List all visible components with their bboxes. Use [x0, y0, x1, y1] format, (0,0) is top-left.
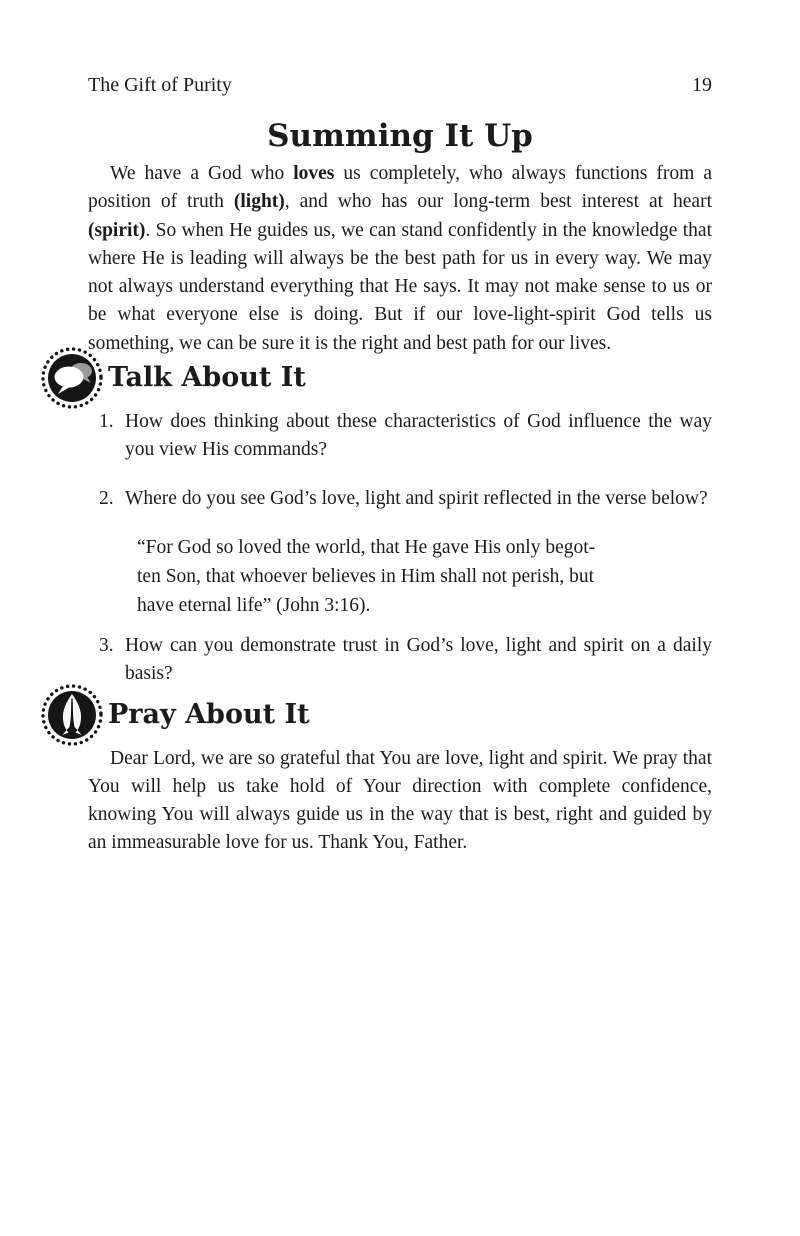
question-item-1	[88, 408, 712, 465]
question-number: 3.	[99, 634, 114, 656]
running-header	[88, 74, 712, 96]
question-text: How does thinking about these characteristics of God influence the way you view His commands?	[125, 411, 712, 461]
pray-section-title: Pray About It	[108, 698, 310, 730]
verse-line: “For God so loved the world, that He gave His only begot-	[137, 536, 596, 558]
question-number: 1.	[99, 411, 114, 433]
pray-section-heading	[88, 693, 712, 737]
question-number: 2.	[99, 487, 114, 509]
running-header-book-title: The Gift of Purity	[88, 74, 232, 96]
text-run: We have a God who	[110, 163, 294, 184]
question-text: How can you demonstrate trust in God’s love, light and spirit on a daily basis?	[125, 634, 712, 685]
verse-line: have eternal life” (John 3:16).	[137, 594, 371, 616]
intro-paragraph	[88, 160, 712, 358]
bold-keyword-light: (light)	[233, 191, 285, 213]
question-text: Where do you see God’s love, light and spirit reflected in the verse below?	[125, 487, 708, 509]
speech-bubbles-icon	[40, 346, 104, 410]
text-run: , and who has our long-term best interest at heart	[284, 191, 712, 213]
chapter-title: Summing It Up	[267, 118, 533, 154]
talk-section-heading	[88, 356, 712, 400]
text-run: us completely, who always functions from a position of truth	[88, 163, 712, 213]
question-item-3	[88, 632, 712, 689]
bold-keyword-spirit: (spirit)	[88, 219, 146, 241]
talk-section-title: Talk About It	[108, 362, 306, 394]
page-number: 19	[692, 74, 712, 96]
question-item-2	[88, 485, 712, 513]
verse-line: ten Son, that whoever believes in Him shall not perish, but	[137, 565, 595, 587]
bold-keyword-loves: loves	[293, 163, 335, 184]
text-run: . So when He guides us, we can stand confidently in the knowledge that where He is leading will always be the best path for us in every way. We may not always understand everything that He says. It may not make sense to us or be what everyone else is doing. But if our love-light-spirit God tells us something, we can be sure it is the right and best path for our lives.	[88, 219, 712, 354]
praying-hands-icon	[40, 683, 104, 747]
prayer-paragraph: Dear Lord, we are so grateful that You are love, light and spirit. We pray that You will help us take hold of Your direction with complete confidence, knowing You will always guide us in the way that is best, right and guided by an immeasurable love for us. Thank You, Father.	[88, 747, 712, 854]
verse-quote	[137, 533, 712, 620]
